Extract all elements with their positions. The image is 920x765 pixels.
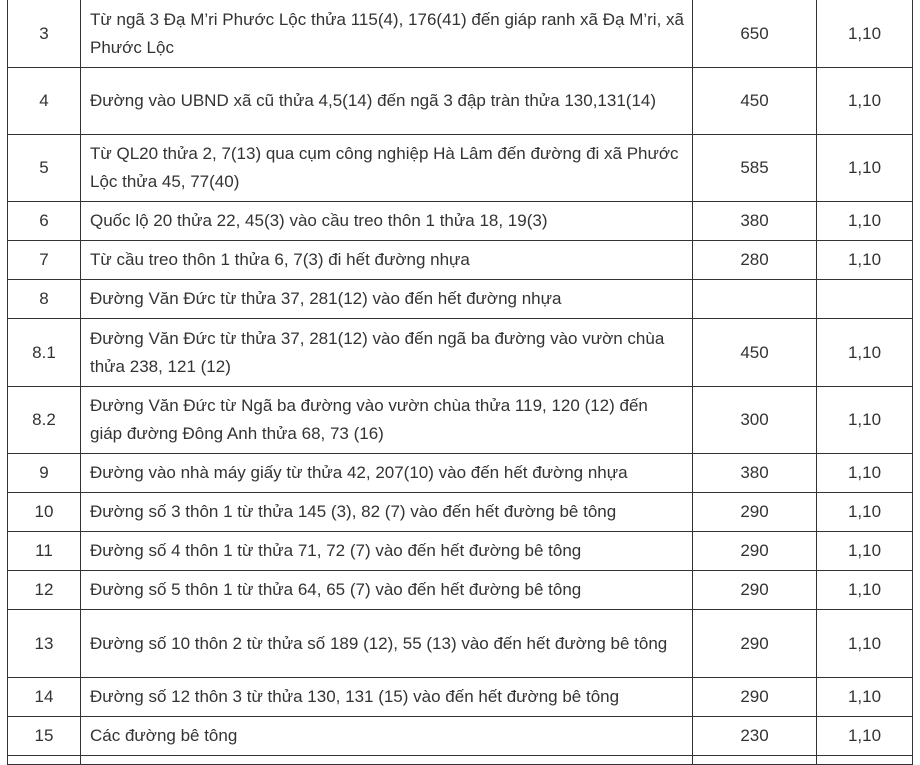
land-price: 650: [693, 0, 817, 68]
page-content: [7, 0, 913, 765]
row-number: 6: [8, 202, 81, 241]
table-row: [8, 678, 913, 717]
road-segment-description: Quốc lộ 20 thửa 22, 45(3) vào cầu treo thôn 1 thửa 18, 19(3): [81, 202, 693, 241]
adjustment-coefficient: 1,10: [817, 454, 913, 493]
adjustment-coefficient: 1,10: [817, 493, 913, 532]
row-number: 3: [8, 0, 81, 68]
land-price: 450: [693, 68, 817, 135]
road-segment-description: Đường Văn Đức từ thửa 37, 281(12) vào đến hết đường nhựa: [81, 280, 693, 319]
row-number: 4: [8, 68, 81, 135]
table-row: [8, 454, 913, 493]
adjustment-coefficient: 1,10: [817, 717, 913, 756]
road-segment-description: Từ cầu treo thôn 1 thửa 6, 7(3) đi hết đường nhựa: [81, 241, 693, 280]
adjustment-coefficient: 1,10: [817, 387, 913, 454]
road-segment-description: Đường vào UBND xã cũ thửa 4,5(14) đến ngã 3 đập tràn thửa 130,131(14): [81, 68, 693, 135]
land-price: 380: [693, 202, 817, 241]
land-price: [693, 280, 817, 319]
table-row: [8, 68, 913, 135]
row-number: 5: [8, 135, 81, 202]
road-segment-description: Đường vào nhà máy giấy từ thửa 42, 207(10) vào đến hết đường nhựa: [81, 454, 693, 493]
land-price: 290: [693, 493, 817, 532]
road-segment-description: Đường Văn Đức từ Ngã ba đường vào vườn chùa thửa 119, 120 (12) đến giáp đường Đông Anh thửa 68, 73 (16): [81, 387, 693, 454]
adjustment-coefficient: 1,10: [817, 319, 913, 387]
row-number: 14: [8, 678, 81, 717]
table-row: [8, 493, 913, 532]
table-row: [8, 532, 913, 571]
road-segment-description: Đường số 3 thôn 1 từ thửa 145 (3), 82 (7) vào đến hết đường bê tông: [81, 493, 693, 532]
road-segment-description: Đường số 12 thôn 3 từ thửa 130, 131 (15) vào đến hết đường bê tông: [81, 678, 693, 717]
table-row: [8, 571, 913, 610]
land-price: 585: [693, 135, 817, 202]
road-segment-description: Đường Văn Đức từ thửa 37, 281(12) vào đến ngã ba đường vào vườn chùa thửa 238, 121 (12): [81, 319, 693, 387]
table-row: [8, 280, 913, 319]
adjustment-coefficient: 1,10: [817, 241, 913, 280]
adjustment-coefficient: 1,10: [817, 532, 913, 571]
adjustment-coefficient: 1,10: [817, 68, 913, 135]
road-segment-description: Các đường bê tông: [81, 717, 693, 756]
land-price: 230: [693, 717, 817, 756]
land-price: 290: [693, 610, 817, 678]
table-row: [8, 319, 913, 387]
table-row: [8, 717, 913, 756]
row-number: 9: [8, 454, 81, 493]
road-segment-description: Từ QL20 thửa 2, 7(13) qua cụm công nghiệp Hà Lâm đến đường đi xã Phước Lộc thửa 45, 77(40): [81, 135, 693, 202]
land-price: 450: [693, 319, 817, 387]
row-number: 11: [8, 532, 81, 571]
table-row: [8, 202, 913, 241]
land-price: 290: [693, 571, 817, 610]
adjustment-coefficient: 1,10: [817, 202, 913, 241]
adjustment-coefficient: 1,10: [817, 135, 913, 202]
table-row: [8, 0, 913, 68]
adjustment-coefficient: 1,10: [817, 0, 913, 68]
row-number: 7: [8, 241, 81, 280]
road-segment-description: Đường số 4 thôn 1 từ thửa 71, 72 (7) vào đến hết đường bê tông: [81, 532, 693, 571]
adjustment-coefficient: [817, 280, 913, 319]
land-price: 300: [693, 387, 817, 454]
row-number: 8.1: [8, 319, 81, 387]
road-segment-description: Đường số 5 thôn 1 từ thửa 64, 65 (7) vào đến hết đường bê tông: [81, 571, 693, 610]
land-price-table: [7, 0, 913, 765]
row-number: 13: [8, 610, 81, 678]
road-segment-description: Từ ngã 3 Đạ M’ri Phước Lộc thửa 115(4), 176(41) đến giáp ranh xã Đạ M’ri, xã Phước Lộc: [81, 0, 693, 68]
land-price: 380: [693, 454, 817, 493]
adjustment-coefficient: 1,10: [817, 571, 913, 610]
land-price: 280: [693, 241, 817, 280]
road-segment-description: Đường số 10 thôn 2 từ thửa số 189 (12), 55 (13) vào đến hết đường bê tông: [81, 610, 693, 678]
table-row: [8, 387, 913, 454]
table-row: [8, 241, 913, 280]
adjustment-coefficient: 1,10: [817, 610, 913, 678]
row-number: 12: [8, 571, 81, 610]
row-number: 10: [8, 493, 81, 532]
land-price: 290: [693, 532, 817, 571]
row-number: 8.2: [8, 387, 81, 454]
adjustment-coefficient: 1,10: [817, 678, 913, 717]
land-price: 290: [693, 678, 817, 717]
row-number: 8: [8, 280, 81, 319]
row-number: 15: [8, 717, 81, 756]
table-row: [8, 135, 913, 202]
table-row: [8, 610, 913, 678]
